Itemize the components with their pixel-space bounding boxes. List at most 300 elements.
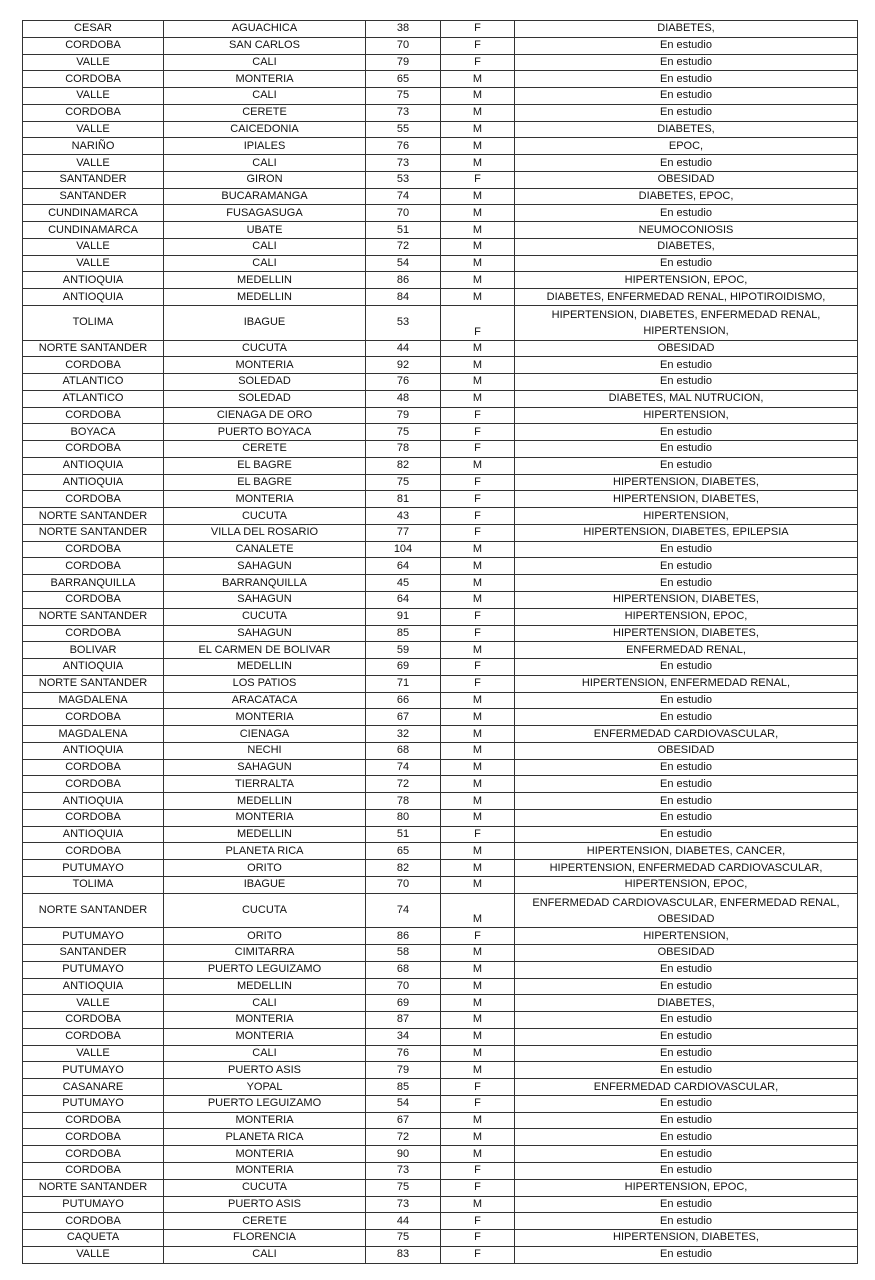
diagnosis-cell: HIPERTENSION, DIABETES, xyxy=(515,474,858,491)
department-cell: CORDOBA xyxy=(23,1112,164,1129)
age-cell: 51 xyxy=(366,826,441,843)
city-cell: SOLEDAD xyxy=(164,374,366,391)
city-cell: PUERTO LEGUIZAMO xyxy=(164,1095,366,1112)
city-cell: SAHAGUN xyxy=(164,558,366,575)
diagnosis-cell: OBESIDAD xyxy=(515,340,858,357)
diagnosis-cell: HIPERTENSION, DIABETES, xyxy=(515,625,858,642)
diagnosis-cell: HIPERTENSION, xyxy=(515,928,858,945)
table-row xyxy=(23,793,858,810)
city-cell: ARACATACA xyxy=(164,692,366,709)
department-cell: MAGDALENA xyxy=(23,726,164,743)
diagnosis-cell: ENFERMEDAD CARDIOVASCULAR, xyxy=(515,1079,858,1096)
table-row xyxy=(23,71,858,88)
city-cell: CALI xyxy=(164,88,366,105)
sex-cell: M xyxy=(441,642,515,659)
city-cell: CALI xyxy=(164,155,366,172)
sex-cell: M xyxy=(441,726,515,743)
city-cell: GIRON xyxy=(164,171,366,188)
diagnosis-cell: En estudio xyxy=(515,1213,858,1230)
table-row xyxy=(23,474,858,491)
department-cell: PUTUMAYO xyxy=(23,860,164,877)
age-cell: 54 xyxy=(366,1095,441,1112)
diagnosis-cell: EPOC, xyxy=(515,138,858,155)
table-row xyxy=(23,608,858,625)
department-cell: CORDOBA xyxy=(23,592,164,609)
diagnosis-cell: HIPERTENSION, DIABETES, xyxy=(515,491,858,508)
sex-cell: M xyxy=(441,978,515,995)
table-row xyxy=(23,826,858,843)
sex-cell: M xyxy=(441,222,515,239)
department-cell: PUTUMAYO xyxy=(23,1196,164,1213)
department-cell: NORTE SANTANDER xyxy=(23,675,164,692)
department-cell: CORDOBA xyxy=(23,1012,164,1029)
city-cell: ORITO xyxy=(164,928,366,945)
department-cell: CUNDINAMARCA xyxy=(23,222,164,239)
table-row xyxy=(23,21,858,38)
city-cell: MEDELLIN xyxy=(164,826,366,843)
age-cell: 71 xyxy=(366,675,441,692)
city-cell: PLANETA RICA xyxy=(164,1129,366,1146)
diagnosis-cell: En estudio xyxy=(515,826,858,843)
age-cell: 53 xyxy=(366,171,441,188)
sex-cell: M xyxy=(441,138,515,155)
age-cell: 58 xyxy=(366,945,441,962)
age-cell: 84 xyxy=(366,289,441,306)
diagnosis-cell: En estudio xyxy=(515,709,858,726)
city-cell: CERETE xyxy=(164,1213,366,1230)
sex-cell: M xyxy=(441,1129,515,1146)
sex-cell: M xyxy=(441,893,515,928)
diagnosis-cell: En estudio xyxy=(515,54,858,71)
city-cell: TIERRALTA xyxy=(164,776,366,793)
city-cell: MONTERIA xyxy=(164,709,366,726)
age-cell: 91 xyxy=(366,608,441,625)
table-row xyxy=(23,441,858,458)
sex-cell: F xyxy=(441,54,515,71)
city-cell: PUERTO ASIS xyxy=(164,1196,366,1213)
table-row xyxy=(23,188,858,205)
sex-cell: M xyxy=(441,374,515,391)
age-cell: 69 xyxy=(366,659,441,676)
table-row xyxy=(23,776,858,793)
table-row xyxy=(23,625,858,642)
table-row xyxy=(23,1028,858,1045)
diagnosis-cell: En estudio xyxy=(515,961,858,978)
table-row xyxy=(23,1045,858,1062)
city-cell: MEDELLIN xyxy=(164,272,366,289)
sex-cell: F xyxy=(441,1163,515,1180)
sex-cell: M xyxy=(441,121,515,138)
city-cell: MONTERIA xyxy=(164,491,366,508)
table-row xyxy=(23,357,858,374)
table-row xyxy=(23,272,858,289)
age-cell: 69 xyxy=(366,995,441,1012)
age-cell: 78 xyxy=(366,441,441,458)
city-cell: MONTERIA xyxy=(164,1146,366,1163)
sex-cell: F xyxy=(441,407,515,424)
age-cell: 75 xyxy=(366,1230,441,1247)
diagnosis-cell: ENFERMEDAD RENAL, xyxy=(515,642,858,659)
sex-cell: M xyxy=(441,1028,515,1045)
diagnosis-cell: ENFERMEDAD CARDIOVASCULAR, xyxy=(515,726,858,743)
diagnosis-cell: En estudio xyxy=(515,104,858,121)
table-row xyxy=(23,255,858,272)
diagnosis-cell: HIPERTENSION, ENFERMEDAD CARDIOVASCULAR, xyxy=(515,860,858,877)
patient-table xyxy=(22,20,858,1264)
table-row xyxy=(23,945,858,962)
department-cell: CORDOBA xyxy=(23,709,164,726)
sex-cell: M xyxy=(441,155,515,172)
sex-cell: F xyxy=(441,37,515,54)
department-cell: CORDOBA xyxy=(23,541,164,558)
age-cell: 44 xyxy=(366,1213,441,1230)
diagnosis-cell: En estudio xyxy=(515,809,858,826)
age-cell: 55 xyxy=(366,121,441,138)
table-row xyxy=(23,238,858,255)
sex-cell: F xyxy=(441,675,515,692)
diagnosis-cell: OBESIDAD xyxy=(515,945,858,962)
diagnosis-cell: NEUMOCONIOSIS xyxy=(515,222,858,239)
age-cell: 67 xyxy=(366,1112,441,1129)
department-cell: CORDOBA xyxy=(23,1213,164,1230)
table-row xyxy=(23,390,858,407)
age-cell: 85 xyxy=(366,625,441,642)
department-cell: NARIÑO xyxy=(23,138,164,155)
city-cell: VILLA DEL ROSARIO xyxy=(164,524,366,541)
department-cell: ANTIOQUIA xyxy=(23,457,164,474)
sex-cell: M xyxy=(441,289,515,306)
table-row xyxy=(23,709,858,726)
department-cell: CORDOBA xyxy=(23,625,164,642)
age-cell: 82 xyxy=(366,860,441,877)
sex-cell: F xyxy=(441,491,515,508)
table-row xyxy=(23,843,858,860)
sex-cell: M xyxy=(441,205,515,222)
department-cell: BARRANQUILLA xyxy=(23,575,164,592)
diagnosis-cell: En estudio xyxy=(515,1163,858,1180)
sex-cell: M xyxy=(441,541,515,558)
age-cell: 74 xyxy=(366,188,441,205)
age-cell: 75 xyxy=(366,474,441,491)
city-cell: MONTERIA xyxy=(164,357,366,374)
age-cell: 38 xyxy=(366,21,441,38)
department-cell: ANTIOQUIA xyxy=(23,659,164,676)
diagnosis-cell: En estudio xyxy=(515,441,858,458)
age-cell: 80 xyxy=(366,809,441,826)
department-cell: NORTE SANTANDER xyxy=(23,508,164,525)
age-cell: 51 xyxy=(366,222,441,239)
sex-cell: M xyxy=(441,709,515,726)
sex-cell: M xyxy=(441,457,515,474)
department-cell: CORDOBA xyxy=(23,776,164,793)
diagnosis-cell: HIPERTENSION, DIABETES, xyxy=(515,592,858,609)
department-cell: CORDOBA xyxy=(23,809,164,826)
department-cell: VALLE xyxy=(23,995,164,1012)
diagnosis-cell: En estudio xyxy=(515,1196,858,1213)
diagnosis-cell: En estudio xyxy=(515,88,858,105)
sex-cell: M xyxy=(441,558,515,575)
table-row xyxy=(23,104,858,121)
department-cell: ANTIOQUIA xyxy=(23,742,164,759)
department-cell: CORDOBA xyxy=(23,558,164,575)
diagnosis-cell: En estudio xyxy=(515,1028,858,1045)
table-row xyxy=(23,1246,858,1263)
sex-cell: M xyxy=(441,759,515,776)
age-cell: 68 xyxy=(366,742,441,759)
age-cell: 53 xyxy=(366,306,441,341)
city-cell: EL CARMEN DE BOLIVAR xyxy=(164,642,366,659)
table-row xyxy=(23,642,858,659)
table-row xyxy=(23,155,858,172)
diagnosis-cell: En estudio xyxy=(515,1045,858,1062)
age-cell: 81 xyxy=(366,491,441,508)
table-row xyxy=(23,1196,858,1213)
diagnosis-cell: En estudio xyxy=(515,457,858,474)
department-cell: NORTE SANTANDER xyxy=(23,608,164,625)
age-cell: 73 xyxy=(366,104,441,121)
diagnosis-cell: En estudio xyxy=(515,978,858,995)
city-cell: CERETE xyxy=(164,441,366,458)
city-cell: MONTERIA xyxy=(164,1163,366,1180)
city-cell: ORITO xyxy=(164,860,366,877)
age-cell: 85 xyxy=(366,1079,441,1096)
city-cell: BARRANQUILLA xyxy=(164,575,366,592)
sex-cell: M xyxy=(441,945,515,962)
sex-cell: M xyxy=(441,843,515,860)
sex-cell: F xyxy=(441,1079,515,1096)
department-cell: SANTANDER xyxy=(23,171,164,188)
age-cell: 70 xyxy=(366,37,441,54)
diagnosis-cell: HIPERTENSION, xyxy=(515,407,858,424)
table-row xyxy=(23,1095,858,1112)
department-cell: ANTIOQUIA xyxy=(23,793,164,810)
table-row xyxy=(23,659,858,676)
city-cell: PUERTO ASIS xyxy=(164,1062,366,1079)
sex-cell: F xyxy=(441,928,515,945)
diagnosis-cell: En estudio xyxy=(515,793,858,810)
diagnosis-cell: HIPERTENSION, DIABETES, EPILEPSIA xyxy=(515,524,858,541)
age-cell: 76 xyxy=(366,374,441,391)
table-row xyxy=(23,306,858,341)
table-row xyxy=(23,575,858,592)
diagnosis-cell: HIPERTENSION, DIABETES, CANCER, xyxy=(515,843,858,860)
table-row xyxy=(23,877,858,894)
city-cell: PUERTO LEGUIZAMO xyxy=(164,961,366,978)
department-cell: BOLIVAR xyxy=(23,642,164,659)
diagnosis-cell: HIPERTENSION, DIABETES, xyxy=(515,1230,858,1247)
diagnosis-cell: En estudio xyxy=(515,357,858,374)
sex-cell: F xyxy=(441,659,515,676)
department-cell: CORDOBA xyxy=(23,1129,164,1146)
diagnosis-cell: DIABETES, ENFERMEDAD RENAL, HIPOTIROIDISMO, xyxy=(515,289,858,306)
age-cell: 48 xyxy=(366,390,441,407)
age-cell: 78 xyxy=(366,793,441,810)
table-row xyxy=(23,893,858,928)
sex-cell: F xyxy=(441,474,515,491)
department-cell: VALLE xyxy=(23,1045,164,1062)
diagnosis-cell: En estudio xyxy=(515,1246,858,1263)
sex-cell: M xyxy=(441,1045,515,1062)
age-cell: 73 xyxy=(366,155,441,172)
sex-cell: M xyxy=(441,390,515,407)
city-cell: MEDELLIN xyxy=(164,793,366,810)
table-row xyxy=(23,1230,858,1247)
age-cell: 70 xyxy=(366,877,441,894)
diagnosis-cell: DIABETES, xyxy=(515,238,858,255)
diagnosis-cell: En estudio xyxy=(515,255,858,272)
department-cell: BOYACA xyxy=(23,424,164,441)
department-cell: CORDOBA xyxy=(23,407,164,424)
department-cell: MAGDALENA xyxy=(23,692,164,709)
sex-cell: M xyxy=(441,1196,515,1213)
sex-cell: M xyxy=(441,592,515,609)
diagnosis-cell: En estudio xyxy=(515,541,858,558)
age-cell: 86 xyxy=(366,928,441,945)
city-cell: MEDELLIN xyxy=(164,289,366,306)
table-row xyxy=(23,541,858,558)
age-cell: 76 xyxy=(366,1045,441,1062)
age-cell: 73 xyxy=(366,1163,441,1180)
department-cell: CORDOBA xyxy=(23,759,164,776)
age-cell: 104 xyxy=(366,541,441,558)
table-row xyxy=(23,524,858,541)
table-row xyxy=(23,675,858,692)
department-cell: TOLIMA xyxy=(23,877,164,894)
diagnosis-cell: En estudio xyxy=(515,424,858,441)
department-cell: TOLIMA xyxy=(23,306,164,341)
table-row xyxy=(23,171,858,188)
sex-cell: F xyxy=(441,21,515,38)
sex-cell: M xyxy=(441,1146,515,1163)
sex-cell: M xyxy=(441,776,515,793)
diagnosis-cell: En estudio xyxy=(515,759,858,776)
age-cell: 74 xyxy=(366,759,441,776)
department-cell: CORDOBA xyxy=(23,1028,164,1045)
sex-cell: M xyxy=(441,71,515,88)
department-cell: CESAR xyxy=(23,21,164,38)
city-cell: YOPAL xyxy=(164,1079,366,1096)
department-cell: CORDOBA xyxy=(23,357,164,374)
diagnosis-cell: HIPERTENSION, EPOC, xyxy=(515,1179,858,1196)
table-row xyxy=(23,961,858,978)
sex-cell: M xyxy=(441,340,515,357)
age-cell: 87 xyxy=(366,1012,441,1029)
diagnosis-cell: HIPERTENSION, EPOC, xyxy=(515,877,858,894)
age-cell: 82 xyxy=(366,457,441,474)
department-cell: PUTUMAYO xyxy=(23,961,164,978)
sex-cell: M xyxy=(441,255,515,272)
table-row xyxy=(23,592,858,609)
department-cell: ATLANTICO xyxy=(23,390,164,407)
city-cell: PLANETA RICA xyxy=(164,843,366,860)
department-cell: NORTE SANTANDER xyxy=(23,893,164,928)
table-row xyxy=(23,54,858,71)
diagnosis-cell: HIPERTENSION, xyxy=(515,508,858,525)
sex-cell: F xyxy=(441,1095,515,1112)
department-cell: VALLE xyxy=(23,238,164,255)
sex-cell: M xyxy=(441,238,515,255)
city-cell: FUSAGASUGA xyxy=(164,205,366,222)
diagnosis-cell: En estudio xyxy=(515,1129,858,1146)
diagnosis-cell: En estudio xyxy=(515,692,858,709)
city-cell: CAICEDONIA xyxy=(164,121,366,138)
city-cell: IBAGUE xyxy=(164,877,366,894)
age-cell: 79 xyxy=(366,54,441,71)
table-row xyxy=(23,928,858,945)
age-cell: 75 xyxy=(366,1179,441,1196)
sex-cell: F xyxy=(441,1246,515,1263)
diagnosis-cell: OBESIDAD xyxy=(515,742,858,759)
city-cell: MONTERIA xyxy=(164,71,366,88)
age-cell: 34 xyxy=(366,1028,441,1045)
department-cell: ANTIOQUIA xyxy=(23,978,164,995)
city-cell: NECHI xyxy=(164,742,366,759)
department-cell: VALLE xyxy=(23,121,164,138)
table-row xyxy=(23,759,858,776)
age-cell: 65 xyxy=(366,71,441,88)
diagnosis-cell: En estudio xyxy=(515,659,858,676)
sex-cell: F xyxy=(441,625,515,642)
city-cell: CANALETE xyxy=(164,541,366,558)
city-cell: MONTERIA xyxy=(164,1112,366,1129)
age-cell: 73 xyxy=(366,1196,441,1213)
sex-cell: F xyxy=(441,524,515,541)
age-cell: 72 xyxy=(366,238,441,255)
table-row xyxy=(23,1163,858,1180)
department-cell: ANTIOQUIA xyxy=(23,826,164,843)
age-cell: 74 xyxy=(366,893,441,928)
sex-cell: M xyxy=(441,742,515,759)
age-cell: 64 xyxy=(366,592,441,609)
table-row xyxy=(23,978,858,995)
sex-cell: M xyxy=(441,995,515,1012)
city-cell: CUCUTA xyxy=(164,893,366,928)
age-cell: 45 xyxy=(366,575,441,592)
department-cell: CORDOBA xyxy=(23,441,164,458)
table-row xyxy=(23,457,858,474)
sex-cell: F xyxy=(441,306,515,341)
age-cell: 92 xyxy=(366,357,441,374)
sex-cell: M xyxy=(441,575,515,592)
table-row xyxy=(23,37,858,54)
sex-cell: M xyxy=(441,809,515,826)
city-cell: CIENAGA xyxy=(164,726,366,743)
sex-cell: M xyxy=(441,88,515,105)
table-row xyxy=(23,340,858,357)
sex-cell: M xyxy=(441,1112,515,1129)
age-cell: 79 xyxy=(366,407,441,424)
age-cell: 75 xyxy=(366,88,441,105)
city-cell: MONTERIA xyxy=(164,1012,366,1029)
age-cell: 75 xyxy=(366,424,441,441)
diagnosis-cell: DIABETES, xyxy=(515,21,858,38)
table-row xyxy=(23,1129,858,1146)
department-cell: ATLANTICO xyxy=(23,374,164,391)
city-cell: CUCUTA xyxy=(164,508,366,525)
table-row xyxy=(23,809,858,826)
city-cell: CALI xyxy=(164,1045,366,1062)
table-row xyxy=(23,860,858,877)
department-cell: CORDOBA xyxy=(23,843,164,860)
sex-cell: M xyxy=(441,188,515,205)
city-cell: AGUACHICA xyxy=(164,21,366,38)
diagnosis-cell: DIABETES, xyxy=(515,121,858,138)
department-cell: CAQUETA xyxy=(23,1230,164,1247)
table-row xyxy=(23,726,858,743)
sex-cell: M xyxy=(441,1012,515,1029)
diagnosis-cell: HIPERTENSION, EPOC, xyxy=(515,272,858,289)
city-cell: IPIALES xyxy=(164,138,366,155)
